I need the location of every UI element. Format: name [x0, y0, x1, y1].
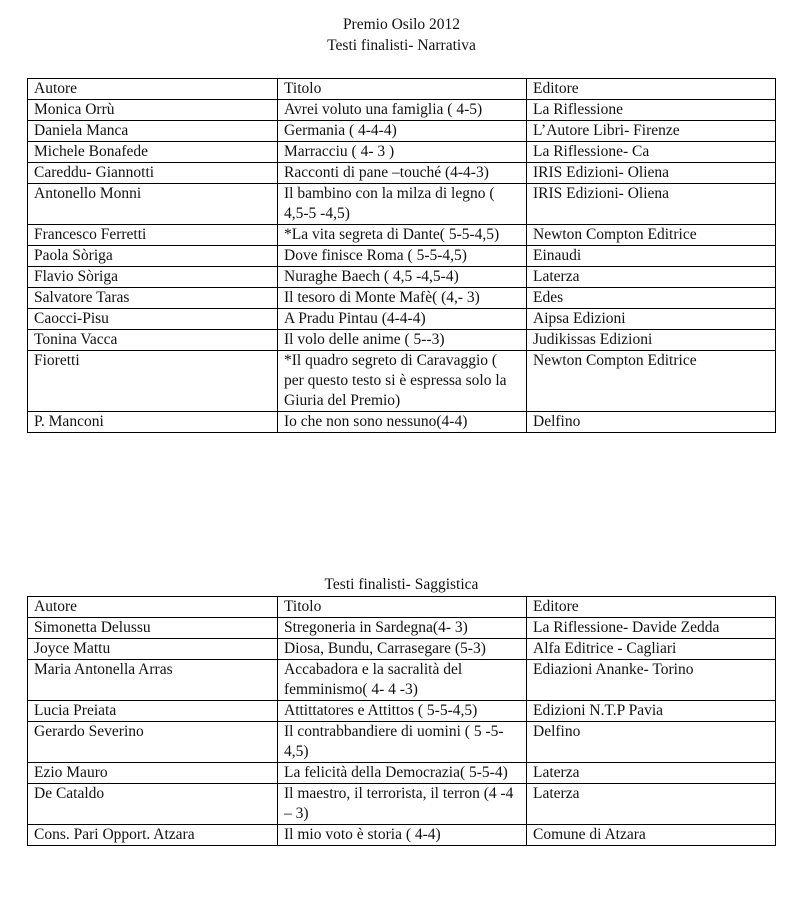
table-row: [28, 618, 776, 639]
title-cell: La felicità della Democrazia( 5-5-4): [278, 763, 527, 784]
title-cell: Stregoneria in Sardegna(4- 3): [278, 618, 527, 639]
publisher-cell: Laterza: [527, 763, 776, 784]
table-row: [28, 639, 776, 660]
author-cell: Simonetta Delussu: [28, 618, 278, 639]
title-cell: Il tesoro di Monte Mafè( (4,- 3): [278, 288, 527, 309]
title-cell: Germania ( 4-4-4): [278, 121, 527, 142]
table-row: [28, 267, 776, 288]
title-cell: Il mio voto è storia ( 4-4): [278, 825, 527, 846]
author-cell: Flavio Sòriga: [28, 267, 278, 288]
table-row: [28, 722, 776, 763]
publisher-cell: Aipsa Edizioni: [527, 309, 776, 330]
publisher-cell: Laterza: [527, 784, 776, 825]
author-cell: Francesco Ferretti: [28, 225, 278, 246]
author-cell: Salvatore Taras: [28, 288, 278, 309]
column-header: Titolo: [278, 597, 527, 618]
table-row: [28, 309, 776, 330]
author-cell: P. Manconi: [28, 412, 278, 433]
table-row: [28, 330, 776, 351]
author-cell: Caocci-Pisu: [28, 309, 278, 330]
publisher-cell: Einaudi: [527, 246, 776, 267]
title-cell: Avrei voluto una famiglia ( 4-5): [278, 100, 527, 121]
publisher-cell: Edizioni N.T.P Pavia: [527, 701, 776, 722]
column-header: Editore: [527, 79, 776, 100]
table-row: [28, 660, 776, 701]
saggistica-table: [27, 596, 776, 846]
publisher-cell: Delfino: [527, 722, 776, 763]
saggistica-section-title: Testi finalisti- Saggistica: [324, 576, 479, 593]
table-row: [28, 763, 776, 784]
publisher-cell: IRIS Edizioni- Oliena: [527, 163, 776, 184]
column-header: Titolo: [278, 79, 527, 100]
table-row: [28, 412, 776, 433]
publisher-cell: Judikissas Edizioni: [527, 330, 776, 351]
title-cell: *Il quadro segreto di Caravaggio ( per questo testo si è espressa solo la Giuria del Premio): [278, 351, 527, 412]
publisher-cell: La Riflessione- Davide Zedda: [527, 618, 776, 639]
column-header: Autore: [28, 79, 278, 100]
narrativa-heading: [0, 14, 803, 56]
publisher-cell: Delfino: [527, 412, 776, 433]
publisher-cell: Laterza: [527, 267, 776, 288]
table-header-row: [28, 79, 776, 100]
table-row: [28, 784, 776, 825]
author-cell: Monica Orrù: [28, 100, 278, 121]
publisher-cell: Comune di Atzara: [527, 825, 776, 846]
title-cell: Il bambino con la milza di legno ( 4,5-5 -4,5): [278, 184, 527, 225]
document-title: Premio Osilo 2012: [342, 16, 461, 33]
publisher-cell: IRIS Edizioni- Oliena: [527, 184, 776, 225]
title-cell: Dove finisce Roma ( 5-5-4,5): [278, 246, 527, 267]
table-header-row: [28, 597, 776, 618]
author-cell: De Cataldo: [28, 784, 278, 825]
author-cell: Cons. Pari Opport. Atzara: [28, 825, 278, 846]
table-row: [28, 825, 776, 846]
table-row: [28, 225, 776, 246]
author-cell: Ezio Mauro: [28, 763, 278, 784]
table-row: [28, 351, 776, 412]
title-cell: Attittatores e Attittos ( 5-5-4,5): [278, 701, 527, 722]
table-row: [28, 246, 776, 267]
table-row: [28, 142, 776, 163]
table-row: [28, 121, 776, 142]
title-cell: A Pradu Pintau (4-4-4): [278, 309, 527, 330]
author-cell: Joyce Mattu: [28, 639, 278, 660]
title-cell: Il contrabbandiere di uomini ( 5 -5-4,5): [278, 722, 527, 763]
title-cell: Il volo delle anime ( 5--3): [278, 330, 527, 351]
table-row: [28, 288, 776, 309]
publisher-cell: L’Autore Libri- Firenze: [527, 121, 776, 142]
table-row: [28, 163, 776, 184]
publisher-cell: Edes: [527, 288, 776, 309]
table-row: [28, 100, 776, 121]
author-cell: Antonello Monni: [28, 184, 278, 225]
author-cell: Gerardo Severino: [28, 722, 278, 763]
column-header: Autore: [28, 597, 278, 618]
author-cell: Fioretti: [28, 351, 278, 412]
title-cell: Accabadora e la sacralità del femminismo( 4- 4 -3): [278, 660, 527, 701]
title-cell: *La vita segreta di Dante( 5-5-4,5): [278, 225, 527, 246]
title-cell: Racconti di pane –touché (4-4-3): [278, 163, 527, 184]
narrativa-section-title: Testi finalisti- Narrativa: [327, 37, 476, 54]
table-row: [28, 701, 776, 722]
title-cell: Diosa, Bundu, Carrasegare (5-3): [278, 639, 527, 660]
author-cell: Lucia Preiata: [28, 701, 278, 722]
table-row: [28, 184, 776, 225]
saggistica-heading: [0, 574, 803, 595]
title-cell: Il maestro, il terrorista, il terron (4 -4 – 3): [278, 784, 527, 825]
title-cell: Nuraghe Baech ( 4,5 -4,5-4): [278, 267, 527, 288]
publisher-cell: La Riflessione: [527, 100, 776, 121]
author-cell: Daniela Manca: [28, 121, 278, 142]
publisher-cell: La Riflessione- Ca: [527, 142, 776, 163]
title-cell: Marracciu ( 4- 3 ): [278, 142, 527, 163]
column-header: Editore: [527, 597, 776, 618]
title-cell: Io che non sono nessuno(4-4): [278, 412, 527, 433]
publisher-cell: Newton Compton Editrice: [527, 351, 776, 412]
author-cell: Maria Antonella Arras: [28, 660, 278, 701]
author-cell: Tonina Vacca: [28, 330, 278, 351]
author-cell: Michele Bonafede: [28, 142, 278, 163]
publisher-cell: Alfa Editrice - Cagliari: [527, 639, 776, 660]
narrativa-table: [27, 78, 776, 433]
publisher-cell: Newton Compton Editrice: [527, 225, 776, 246]
author-cell: Paola Sòriga: [28, 246, 278, 267]
author-cell: Careddu- Giannotti: [28, 163, 278, 184]
publisher-cell: Ediazioni Ananke- Torino: [527, 660, 776, 701]
